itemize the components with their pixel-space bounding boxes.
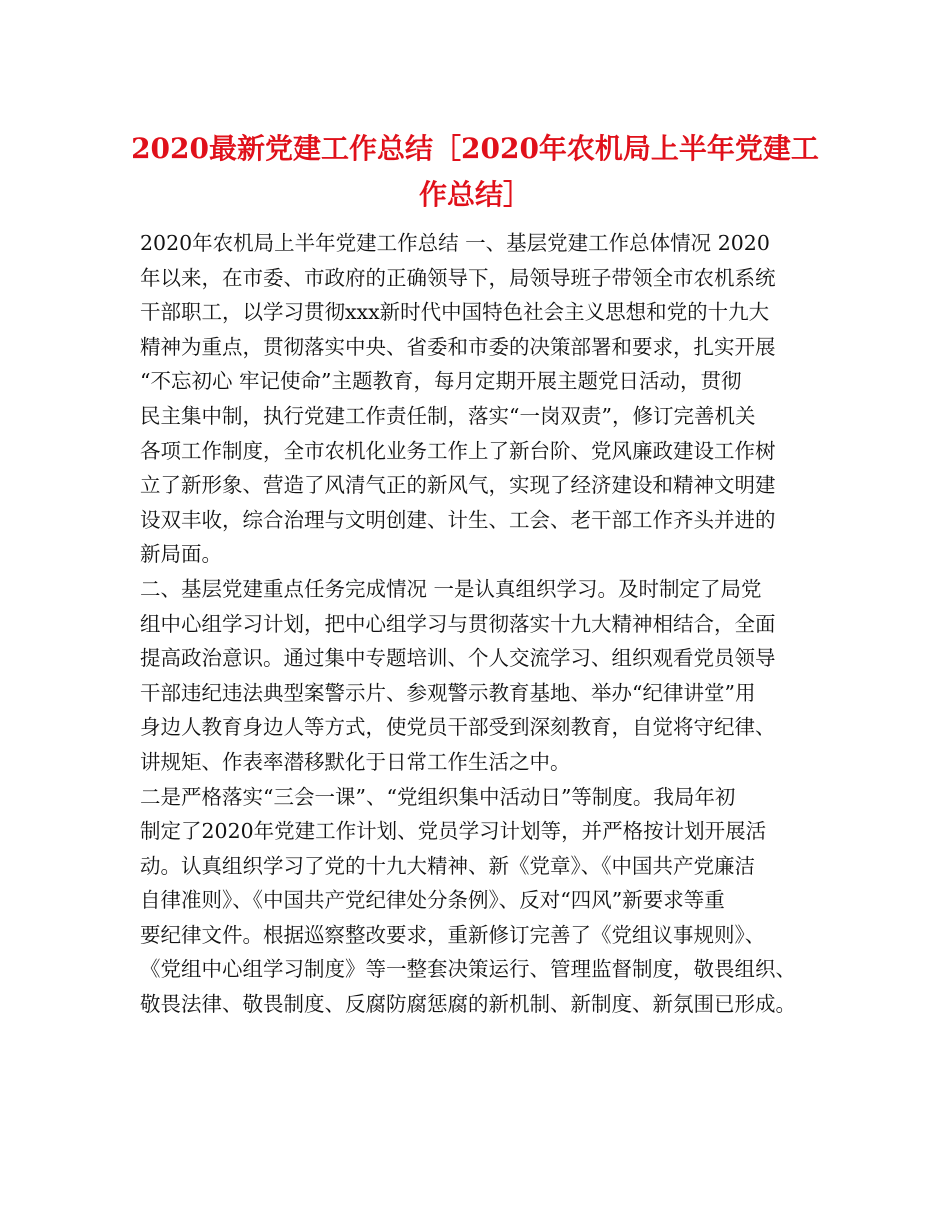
body-line: 讲规矩、作表率潜移默化于日常工作生活之中。 <box>140 749 571 774</box>
body-line: “不忘初心 牢记使命”主题教育，每月定期开展主题党日活动，贯彻 <box>140 369 742 394</box>
body-line: 新局面。 <box>140 542 222 567</box>
body-line: 身边人教育身边人等方式，使党员干部受到深刻教育，自觉将守纪律、 <box>140 715 776 740</box>
body-line: 《党组中心组学习制度》等一整套决策运行、管理监督制度，敬畏组织、 <box>140 957 796 982</box>
body-line: 各项工作制度，全市农机化业务工作上了新台阶、党风廉政建设工作树 <box>140 438 776 463</box>
body-line: 2020年农机局上半年党建工作总结 一、基层党建工作总体情况 2020 <box>140 231 770 255</box>
body-line: 立了新形象、营造了风清气正的新风气，实现了经济建设和精神文明建 <box>140 473 776 498</box>
body-line: 年以来，在市委、市政府的正确领导下，局领导班子带领全市农机系统 <box>140 265 776 290</box>
body-line: 干部职工，以学习贯彻xxx新时代中国特色社会主义思想和党的十九大 <box>140 300 770 325</box>
title-line: 作总结］ <box>418 178 531 211</box>
body-line: 精神为重点，贯彻落实中央、省委和市委的决策部署和要求，扎实开展 <box>140 334 776 359</box>
body-line: 要纪律文件。根据巡察整改要求，重新修订完善了《党组议事规则》、 <box>140 922 766 947</box>
document-title <box>130 126 820 218</box>
body-line: 制定了2020年党建工作计划、党员学习计划等，并严格按计划开展活 <box>140 819 767 844</box>
title-line: 2020最新党建工作总结［2020年农机局上半年党建工 <box>131 132 819 165</box>
body-line: 二是严格落实“三会一课”、“党组织集中活动日”等制度。我局年初 <box>140 784 736 809</box>
body-line: 干部违纪违法典型案警示片、参观警示教育基地、举办“纪律讲堂”用 <box>140 680 756 705</box>
body-line: 自律准则》、《中国共产党纪律处分条例》、反对“四风”新要求等重 <box>140 888 725 913</box>
body-line: 二、基层党建重点任务完成情况 一是认真组织学习。及时制定了局党 <box>140 576 762 601</box>
body-line: 组中心组学习计划，把中心组学习与贯彻落实十九大精神相结合，全面 <box>140 611 776 636</box>
body-line: 敬畏法律、敬畏制度、反腐防腐惩腐的新机制、新制度、新氛围已形成。 <box>140 992 796 1017</box>
body-line: 动。认真组织学习了党的十九大精神、新《党章》、《中国共产党廉洁 <box>140 853 755 878</box>
body-line: 民主集中制，执行党建工作责任制，落实“一岗双责”，修订完善机关 <box>140 403 756 428</box>
body-line: 设双丰收，综合治理与文明创建、计生、工会、老干部工作齐头并进的 <box>140 507 776 532</box>
body-line: 提高政治意识。通过集中专题培训、个人交流学习、组织观看党员领导 <box>140 646 776 671</box>
document-body <box>140 226 830 1022</box>
